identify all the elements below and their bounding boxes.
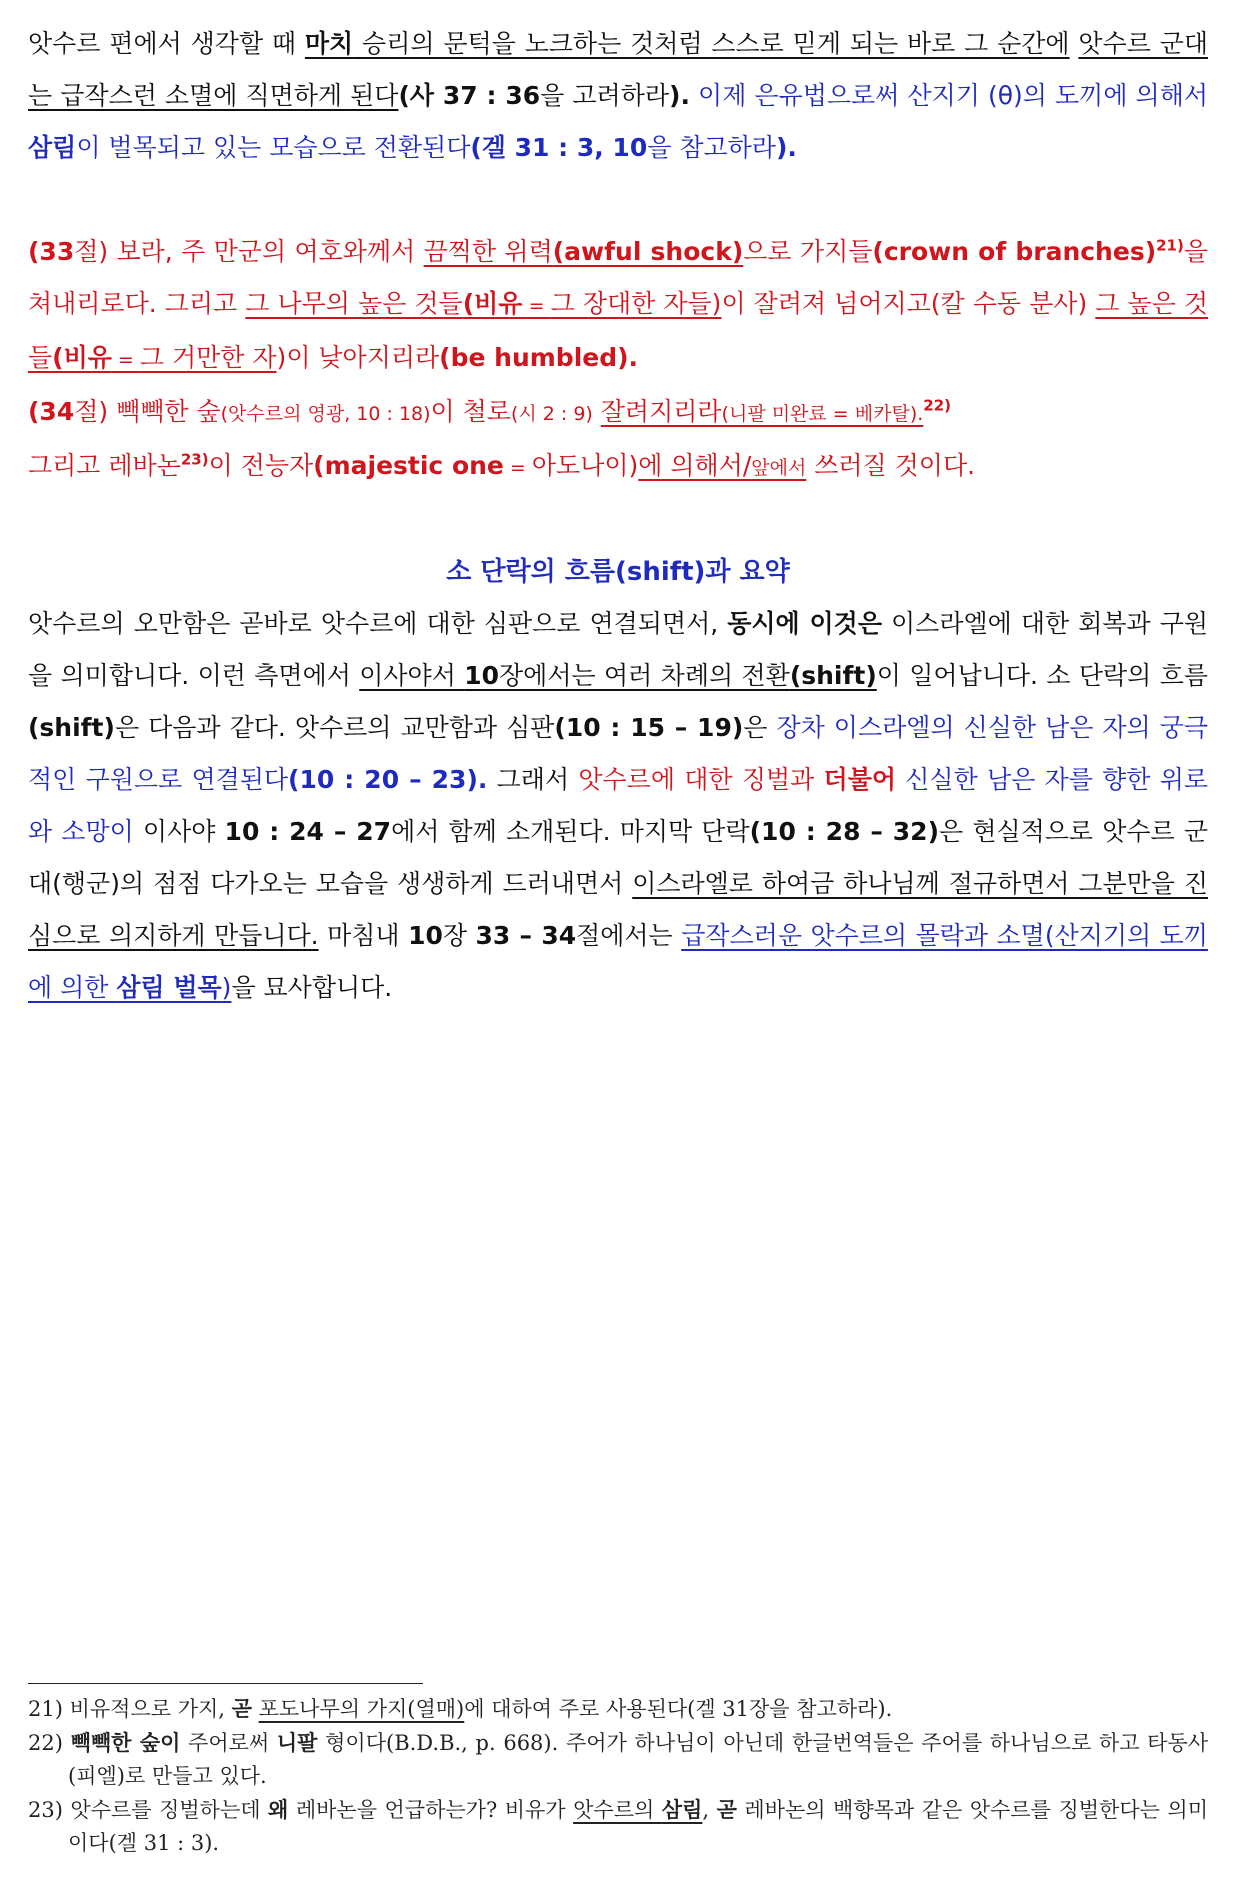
footnote-text: 레바논의 백향목과 같은 앗수르를 징벌한다는 의미이다(겔 31 : 3). — [68, 1798, 1208, 1855]
bible-reference: 10 : 24 – 27 — [224, 817, 392, 846]
equals-sign: = — [111, 349, 140, 371]
emphasis-text: 삼림 — [661, 1797, 703, 1822]
equals-sign: = — [503, 457, 532, 479]
equals-sign: = — [522, 295, 551, 317]
verse-text: 이 낮아지리라 — [286, 343, 440, 372]
footnote-ref: 23) — [180, 450, 209, 469]
underlined-text: 승리의 문턱을 노크하는 것처럼 스스로 믿게 되는 바로 그 순간에 — [353, 29, 1070, 58]
blue-text: (θ) — [987, 81, 1023, 110]
blue-text: 을 참고하라 — [647, 133, 776, 162]
underlined-text: 그 나무의 높은 것들 — [245, 289, 463, 318]
underlined-text: 이사야서 — [359, 661, 465, 690]
footnote-text: , — [702, 1798, 717, 1822]
emphasis-text: 빽빽한 — [70, 1730, 140, 1755]
emphasis-text: (비유 — [462, 289, 523, 318]
emphasis-text: (비유 — [52, 343, 112, 372]
emphasis-text: 삼림 — [28, 133, 77, 162]
footnote-22 — [28, 1726, 1208, 1793]
english-gloss: (crown of branches) — [872, 237, 1157, 266]
blue-text: ) — [221, 973, 232, 1002]
verse-text: 보라, 주 만군의 여호와께서 — [108, 237, 424, 266]
text-run: 이스라엘에 대한 회복과 구원을 의미합니다. 이런 측면에서 — [28, 609, 1208, 690]
text-run: 앗수르 편에서 생각할 때 — [28, 29, 305, 58]
footnote-ref: 22) — [923, 396, 952, 415]
underlined-text: 그 높은 것들 — [28, 289, 1209, 372]
footnote-text: 주어로써 — [180, 1731, 277, 1755]
underlined-text: 앗수르 군대는 급작스런 소멸에 직면하게 된다 — [28, 29, 1209, 110]
bible-reference: (10 : 15 – 19) — [554, 713, 744, 742]
english-gloss: (shift) — [789, 661, 877, 690]
footnote-21 — [28, 1692, 1208, 1726]
blue-text: 의 도끼에 의해서 — [1022, 81, 1209, 110]
underlined-text: 장에서는 여러 차례의 전환 — [499, 661, 790, 690]
underlined-text: 이스라엘로 하여금 하나님께 절규하면서 그분만을 진심으로 의지하게 만듭니다. — [28, 869, 1208, 950]
underlined-text: 그 장대한 자들) — [550, 289, 722, 318]
red-text: 앗수르에 대한 징벌과 — [578, 765, 824, 794]
verse-33 — [28, 226, 1208, 386]
verse-label: 절) — [74, 397, 109, 426]
english-gloss: (shift) — [28, 713, 115, 742]
verse-text: (칼 수동 — [930, 289, 1022, 318]
verse-text: 빽빽한 숲 — [108, 397, 221, 426]
chapter-number: 10 — [464, 661, 500, 690]
emphasis-text: 니팔 — [276, 1730, 318, 1755]
small-note: (앗수르의 영광, 10 : 18) — [220, 403, 431, 425]
text-run: 절에서는 — [576, 921, 682, 950]
text-run: 앗수르의 오만함은 곧바로 앗수르에 대한 심판으로 연결되면서, — [28, 609, 728, 638]
bible-reference: (시 2 : 9) — [510, 403, 593, 425]
footnote-text: 에 대하여 주로 사용된다(겔 31장을 참고하라). — [464, 1697, 893, 1721]
text-run: ). — [669, 81, 690, 110]
footnote-text: 레바논을 언급하는가? 비유가 — [288, 1798, 574, 1822]
underlined-text: 잘려지리라 — [600, 397, 722, 426]
english-gloss: (majestic one — [313, 451, 504, 480]
text-run: 그래서 — [487, 765, 579, 794]
emphasis-text: 더불어 — [823, 765, 896, 794]
footnote-text — [252, 1697, 259, 1721]
verse-range: 33 – 34 — [475, 921, 577, 950]
blue-text: 이제 은유법으로써 산지기 — [689, 81, 980, 110]
underlined-text: 포도나무의 가지(열매) — [258, 1697, 465, 1721]
section-heading: 소 단락의 흐름(shift)과 요약 — [446, 557, 790, 587]
bible-reference: (10 : 20 – 23). — [288, 765, 488, 794]
blue-text: 급작스러운 앗수르의 몰락과 소멸(산지기의 도끼에 의한 — [28, 921, 1208, 1002]
bible-reference: (10 : 28 – 32) — [749, 817, 940, 846]
text-run: 마침내 — [318, 921, 409, 950]
emphasis-text: 숲이 — [139, 1730, 181, 1755]
emphasis-text: 마치 — [304, 29, 354, 58]
text-run: 은 — [743, 713, 777, 742]
emphasis-text: 곧 — [716, 1797, 737, 1822]
emphasis-text: 삼림 벌목 — [116, 973, 222, 1002]
text-run: 을 고려하라 — [540, 81, 670, 110]
blue-text: ). — [775, 133, 797, 162]
emphasis-text: 왜 — [268, 1797, 289, 1822]
chapter-number: 10 — [408, 921, 443, 950]
verse-number: (34 — [28, 397, 75, 426]
footnote-text: 21) 비유적으로 가지, — [28, 1697, 232, 1721]
emphasis-text: 곧 — [231, 1696, 252, 1721]
blue-text: 신실한 남은 자를 향한 위로와 소망이 — [28, 765, 1208, 846]
text-run: 을 묘사합니다. — [231, 973, 393, 1002]
english-gloss: (awful shock) — [552, 237, 744, 266]
bible-reference: (겔 31 : 3, 10 — [470, 133, 648, 162]
verse-text: 을 쳐내리로다. 그리고 — [28, 237, 1209, 318]
verse-text: 쓰러질 것이다. — [806, 451, 976, 480]
verse-text: 이 철로 — [430, 397, 511, 426]
blue-text: 장차 이스라엘의 신실한 남은 자의 궁극적인 구원으로 연결된다 — [28, 713, 1208, 794]
small-note: 앞에서 — [751, 457, 807, 479]
verse-text: 으로 가지들 — [743, 237, 873, 266]
blue-text: 이 벌목되고 있는 모습으로 전환된다 — [76, 133, 471, 162]
intro-paragraph — [28, 18, 1208, 174]
summary-paragraph — [28, 598, 1208, 1014]
footnote-23 — [28, 1793, 1208, 1860]
underlined-text: 에 의해서 — [638, 451, 743, 480]
bible-reference: (사 37 : 36 — [398, 81, 541, 110]
text-run: 이 일어납니다. 소 단락의 흐름 — [876, 661, 1208, 690]
small-note: (니팔 미완료 = 베카탈). — [721, 403, 924, 425]
verse-text: 그리고 레바논 — [28, 451, 181, 480]
text-run: 장 — [442, 921, 476, 950]
verse-34 — [28, 386, 1208, 494]
footnotes — [28, 1683, 1208, 1860]
verse-text — [593, 397, 601, 426]
text-run: 이사야 — [133, 817, 225, 846]
underlined-text: 그 거만한 자 — [139, 343, 277, 372]
text-run: 에서 함께 소개된다. 마지막 단락 — [391, 817, 750, 846]
verse-label: 절) — [74, 237, 109, 266]
verse-text: 아도나이) — [531, 451, 639, 480]
verse-number: (33 — [28, 237, 75, 266]
english-gloss: (be humbled). — [439, 343, 639, 372]
emphasis-text: 동시에 이것은 — [727, 609, 882, 638]
slash: / — [742, 451, 752, 480]
verse-text: ) — [276, 343, 287, 372]
footnote-divider — [28, 1683, 423, 1684]
footnote-text: 22) — [28, 1731, 71, 1755]
footnote-text: 형이다(B.D.B., p. 668). 주어가 하나님이 아닌데 한글번역들은 주어를 하나님으로 하고 타동사(피엘)로 만들고 있다. — [68, 1731, 1209, 1788]
footnote-ref: 21) — [1156, 236, 1184, 255]
footnote-text: 23) 앗수르를 징벌하는데 — [28, 1798, 269, 1822]
text-run: 은 현실적으로 앗수르 군대(행군)의 점점 다가오는 모습을 생생하게 드러내면서 — [28, 817, 1208, 898]
verse-text: 이 잘려져 넘어지고 — [721, 289, 931, 318]
underlined-text: 끔찍한 위력 — [423, 237, 553, 266]
text-run: 은 다음과 같다. 앗수르의 교만함과 심판 — [114, 713, 555, 742]
verse-text: 분사) — [1029, 289, 1088, 318]
verse-text: 이 전능자 — [208, 451, 314, 480]
document-page — [28, 18, 1208, 1014]
underlined-text: 앗수르의 — [573, 1798, 662, 1822]
